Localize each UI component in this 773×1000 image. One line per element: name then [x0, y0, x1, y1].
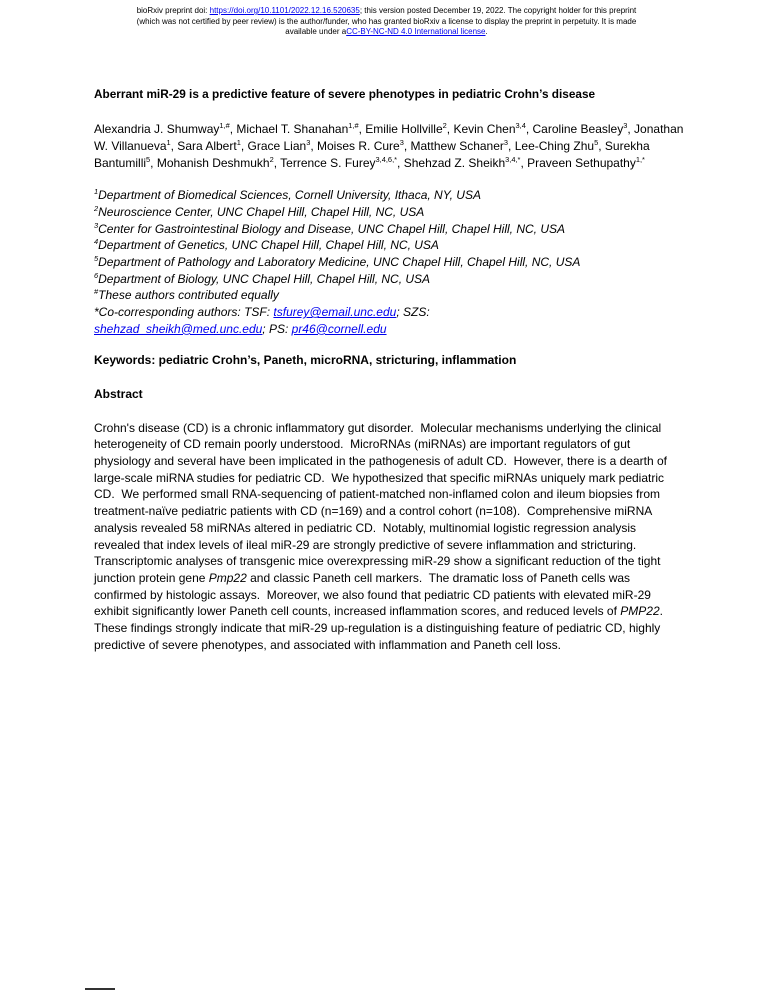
text-segment: ; PS: — [262, 321, 292, 336]
superscript: 3,4,* — [505, 154, 521, 164]
text-segment: , Jonathan W. Villanueva — [94, 122, 684, 154]
superscript: 2 — [94, 204, 99, 214]
superscript: # — [94, 287, 99, 297]
header-line-1 — [0, 6, 773, 17]
affiliation-line — [94, 237, 684, 254]
italic-text: Pmp22 — [208, 570, 247, 585]
text-segment: , Matthew Schaner — [403, 139, 504, 154]
page-body — [94, 86, 684, 653]
text-segment: , Emilie Hollville — [358, 122, 443, 137]
affiliation-line — [94, 271, 684, 288]
text-segment: , Kevin Chen — [446, 122, 516, 137]
authors-line — [94, 121, 684, 171]
text-segment: *Co-corresponding authors: TSF: — [94, 305, 274, 320]
text-segment: These authors contributed equally — [98, 288, 279, 303]
superscript: 1 — [236, 138, 241, 148]
affiliation-line — [94, 304, 684, 337]
text-segment: and classic Paneth cell markers. The dramatic loss of Paneth cells was confirmed by histologic assays. Moreover, we also found that pediatric CD patients with elevated miR-29 exhibit significantly lower Paneth cell counts, increased inflammation scores, and reduced levels of — [94, 570, 655, 619]
superscript: 3,4,6,* — [375, 154, 398, 164]
text-segment: . These findings strongly indicate that miR-29 up-regulation is a distinguishing feature of pediatric CD, highly predictive of severe phenotypes, and associated with inflammation and Paneth cell loss. — [94, 604, 670, 652]
email-link-shehzad[interactable]: shehzad_sheikh@med.unc.edu — [94, 321, 263, 336]
header-line-3 — [0, 27, 773, 38]
text-segment: Department of Pathology and Laboratory Medicine, UNC Chapel Hill, Chapel Hill, NC, USA — [98, 255, 581, 270]
superscript: 3 — [503, 138, 509, 148]
superscript: 6 — [94, 270, 99, 280]
text-segment: , Sara Albert — [170, 139, 237, 154]
text-segment: , Grace Lian — [240, 139, 307, 154]
text-segment: , Caroline Beasley — [525, 122, 624, 137]
superscript: 5 — [594, 138, 599, 148]
text-segment: available under a — [285, 27, 347, 37]
biorxiv-header — [0, 6, 773, 38]
superscript: 3,4 — [515, 121, 526, 131]
superscript: 3 — [399, 138, 404, 148]
email-link-tsfurey[interactable]: tsfurey@email.unc.edu — [273, 305, 397, 320]
affiliations-block — [94, 187, 684, 337]
superscript: 3 — [306, 138, 311, 148]
doi-link[interactable]: https://doi.org/10.1101/2022.12.16.520635 — [209, 6, 360, 15]
text-segment: ; this version posted December 19, 2022. The copyright holder for this preprint — [359, 6, 637, 15]
text-segment: Crohn's disease (CD) is a chronic inflammatory gut disorder. Molecular mechanisms underlying the clinical heterogeneity of CD remain poorly understood. MicroRNAs (miRNAs) are important regulators of gut physiology and several have been implicated in the pathogenesis of adult CD. However, there is a dearth of large-scale miRNA studies for pediatric CD. We hypothesized that specific miRNAs uniquely mark pediatric CD. We performed small RNA-sequencing of patient-matched non-inflamed colon and ileum biopsies from treatment-naïve pediatric patients with CD (n=169) and a control cohort (n=108). Comprehensive miRNA analysis revealed 58 miRNAs altered in pediatric CD. Notably, multinomial logistic regression analysis revealed that index levels of ileal miR-29 are strongly predictive of severe inflammation and stricturing. Transcriptomic analyses of transgenic mice overexpressing miR-29 show a significant reduction of the tight junction protein gene — [94, 420, 671, 585]
text-segment: , Michael T. Shanahan — [229, 122, 349, 137]
superscript: 1 — [94, 187, 99, 197]
text-segment: Department of Genetics, UNC Chapel Hill, Chapel Hill, NC, USA — [98, 238, 439, 253]
text-segment: , Moises R. Cure — [310, 139, 400, 154]
affiliation-line — [94, 187, 684, 204]
affiliation-line — [94, 287, 684, 304]
text-segment: Department of Biomedical Sciences, Cornell University, Ithaca, NY, USA — [98, 188, 481, 203]
text-segment: Department of Biology, UNC Chapel Hill, Chapel Hill, NC, USA — [98, 271, 431, 286]
superscript: 5 — [94, 254, 99, 264]
superscript: 2 — [269, 154, 274, 164]
abstract-paragraph — [94, 420, 684, 653]
text-segment: , Shehzad Z. Sheikh — [397, 155, 506, 170]
text-segment: , Praveen Sethupathy — [520, 155, 636, 170]
superscript: 2 — [442, 121, 447, 131]
text-segment: Alexandria J. Shumway — [94, 122, 220, 137]
text-segment: ; SZS: — [396, 305, 430, 320]
italic-text: PMP22 — [620, 604, 660, 619]
text-segment: bioRxiv preprint doi: — [136, 6, 210, 15]
superscript: 1,* — [635, 154, 645, 164]
email-link-pr46[interactable]: pr46@cornell.edu — [291, 321, 387, 336]
footer-mark — [85, 988, 115, 990]
text-segment: , Terrence S. Furey — [273, 155, 376, 170]
text-segment: , Surekha Bantumilli — [94, 139, 650, 170]
text-segment: Center for Gastrointestinal Biology and Disease, UNC Chapel Hill, Chapel Hill, NC, USA — [98, 221, 565, 236]
text-segment: . — [485, 27, 488, 37]
affiliation-line — [94, 204, 684, 221]
keywords-line: Keywords: pediatric Crohn’s, Paneth, microRNA, stricturing, inflammation — [94, 353, 517, 368]
text-segment: , Lee-Ching Zhu — [508, 139, 595, 154]
superscript: 1,# — [348, 121, 359, 131]
affiliation-line — [94, 254, 684, 271]
superscript: 4 — [94, 237, 99, 247]
affiliation-line — [94, 221, 684, 238]
text-segment: (which was not certified by peer review) is the author/funder, who has granted bioRxiv a license to display the preprint in perpetuity. It is made — [136, 16, 637, 26]
superscript: 3 — [623, 121, 628, 131]
paper-title: Aberrant miR-29 is a predictive feature of severe phenotypes in pediatric Crohn’s disease — [94, 87, 596, 101]
superscript: 1,# — [219, 121, 230, 131]
superscript: 3 — [94, 220, 99, 230]
license-link[interactable]: CC-BY-NC-ND 4.0 International license — [346, 27, 486, 37]
text-segment: , Mohanish Deshmukh — [150, 155, 270, 170]
superscript: 1 — [166, 138, 171, 148]
superscript: 5 — [146, 154, 151, 164]
header-line-2 — [0, 17, 773, 28]
text-segment: Neuroscience Center, UNC Chapel Hill, Chapel Hill, NC, USA — [98, 205, 425, 220]
abstract-heading: Abstract — [94, 387, 143, 402]
